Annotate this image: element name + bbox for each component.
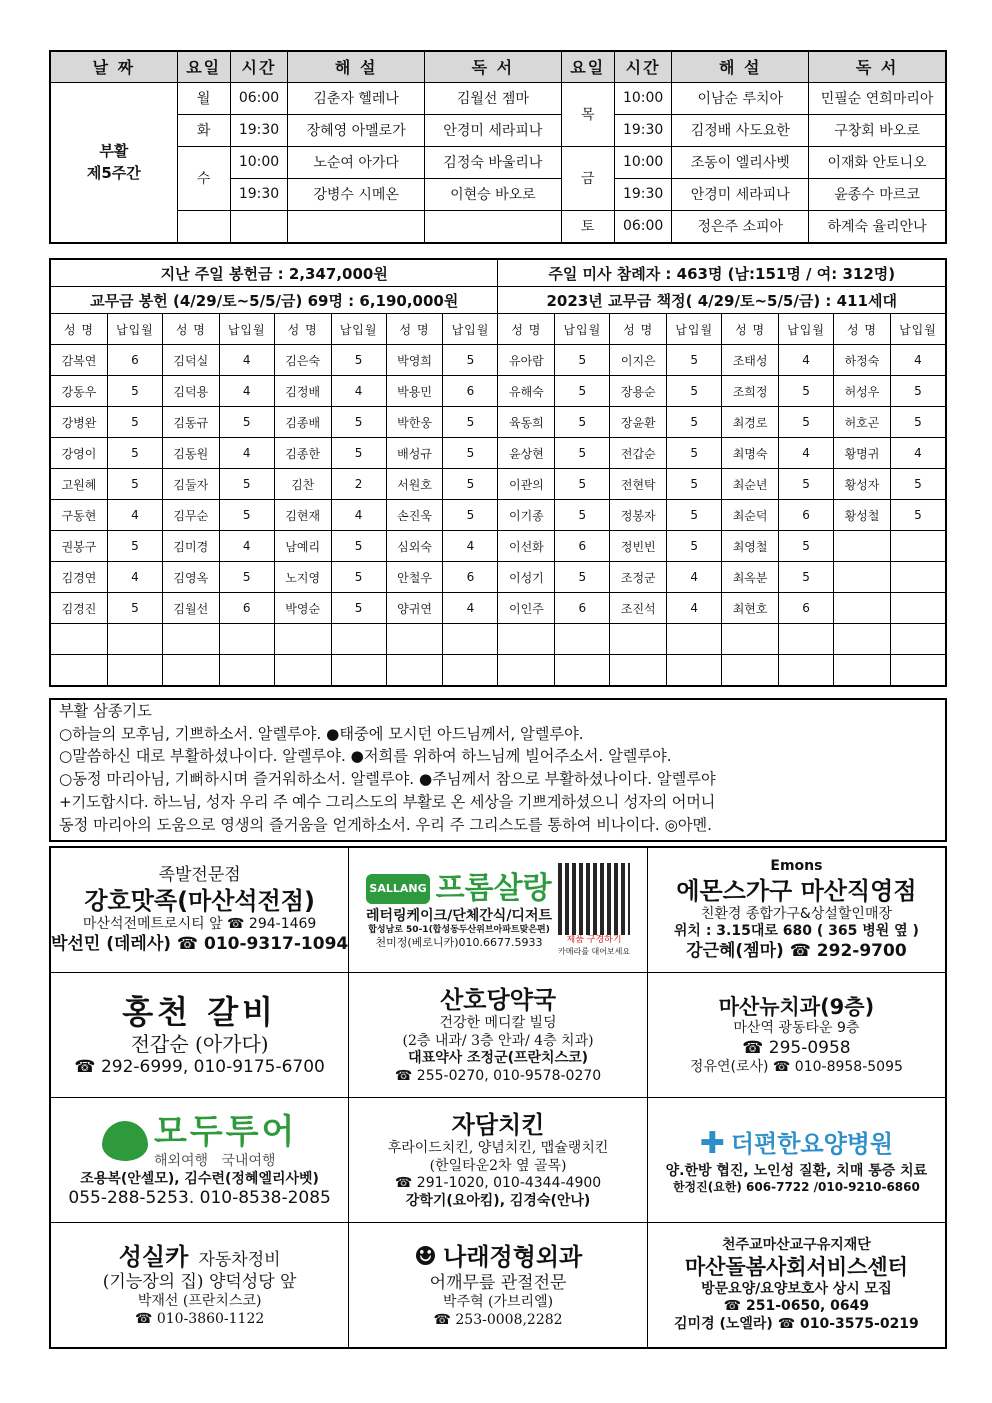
donor-name: 유해숙: [498, 376, 555, 407]
donor-name: 강동우: [50, 376, 107, 407]
empty-cell: [219, 624, 274, 655]
school-fund-offering: 교무금 봉헌 (4/29/토~5/5/금) 69명 : 6,190,000원: [50, 287, 498, 314]
donor-name: 노지영: [274, 562, 331, 593]
empty-cell: [331, 624, 386, 655]
donor-months-paid: 2: [331, 469, 386, 500]
donor-months-paid: 5: [555, 469, 610, 500]
donor-name: 이인주: [498, 593, 555, 624]
donor-row: [50, 438, 946, 469]
empty-cell: [890, 624, 946, 655]
empty-cell: [288, 210, 425, 243]
time-cell: 10:00: [230, 146, 288, 178]
empty-cell: [834, 624, 891, 655]
ad-fromsallang: SALLANG 프롬살랑 레터링케이크/단체간식/디저트 합성남로 50-1(합성동두산위브아파트맞은편) 천미정(베로니카)010.6677.5933 제품 구경하기 카메라를 대어보세요: [349, 847, 648, 973]
donor-months-paid: 5: [890, 376, 946, 407]
donor-months-paid: 5: [779, 469, 834, 500]
empty-cell: [610, 624, 667, 655]
donor-months-paid: 5: [107, 407, 162, 438]
reader-cell: 윤종수 마르코: [809, 178, 946, 210]
donor-row: [50, 376, 946, 407]
donor-name: 이지은: [610, 345, 667, 376]
day-cell: 토: [561, 210, 614, 243]
empty-cell: [177, 210, 230, 243]
donor-name: 김둘자: [162, 469, 219, 500]
ad-hongcheon-galbi: 홍천 갈비 전갑순 (아가다) ☎ 292-6999, 010-9175-6700: [50, 973, 349, 1098]
time-cell: 06:00: [230, 82, 288, 114]
donor-months-paid: 5: [219, 562, 274, 593]
reader-cell: 김정숙 바울리나: [425, 146, 562, 178]
donor-months-paid: 5: [443, 407, 498, 438]
donor-months-paid: 4: [219, 531, 274, 562]
donor-months-paid: 4: [107, 500, 162, 531]
donor-months-paid: 5: [107, 469, 162, 500]
donor-months-paid: 4: [779, 345, 834, 376]
donor-row: [50, 345, 946, 376]
donor-name: 이관의: [498, 469, 555, 500]
commentator-cell: 김춘자 헬레나: [288, 82, 425, 114]
donor-name: 조정군: [610, 562, 667, 593]
ad-jadam-chicken: 자담치킨 후라이드치킨, 양념치킨, 맵슐랭치킨 (한일타운2차 옆 골목) ☎ 291-1020, 010-4344-4900 강학기(요아킴), 김경숙(안나): [349, 1098, 648, 1223]
time-cell: 19:30: [614, 114, 672, 146]
donor-name: 박용민: [386, 376, 443, 407]
reader-cell: 구창회 바오로: [809, 114, 946, 146]
donor-name: 이기종: [498, 500, 555, 531]
medical-cross-icon: ✚: [699, 1126, 725, 1161]
empty-cell: [443, 624, 498, 655]
donor-months-paid: 6: [219, 593, 274, 624]
empty-cell: [274, 624, 331, 655]
time-cell: 19:30: [230, 178, 288, 210]
donor-months-paid: 5: [555, 500, 610, 531]
empty-cell: [107, 655, 162, 687]
donor-name: 유아람: [498, 345, 555, 376]
col-header-name: 성 명: [50, 314, 107, 345]
donor-name: 남예리: [274, 531, 331, 562]
donor-months-paid: 5: [667, 469, 722, 500]
header-day-2: 요일: [561, 51, 614, 82]
donor-name: 육동희: [498, 407, 555, 438]
ad-deopyeonhan-hospital: ✚ 더편한요양병원 양.한방 협진, 노인성 질환, 치매 통증 치료 한정진(요한) 606-7722 /010-9210-6860: [647, 1098, 946, 1223]
col-header-count: 납입월: [331, 314, 386, 345]
col-header-name: 성 명: [610, 314, 667, 345]
commentator-cell: 안경미 세라피나: [672, 178, 809, 210]
empty-cell: [834, 593, 891, 624]
donor-months-paid: 4: [667, 593, 722, 624]
empty-cell: [331, 655, 386, 687]
reader-cell: 김월선 젬마: [425, 82, 562, 114]
donor-months-paid: 5: [555, 407, 610, 438]
qr-code-icon: [558, 863, 630, 935]
day-cell: 금: [561, 146, 614, 210]
donor-months-paid: 5: [219, 407, 274, 438]
donor-months-paid: 6: [555, 593, 610, 624]
donor-months-paid: 5: [107, 376, 162, 407]
donor-name: 김정배: [274, 376, 331, 407]
regina-caeli-prayer: [49, 698, 947, 842]
donor-months-paid: 6: [443, 376, 498, 407]
col-header-name: 성 명: [162, 314, 219, 345]
donor-name: 전갑순: [610, 438, 667, 469]
donor-months-paid: 5: [667, 376, 722, 407]
donor-row: [50, 407, 946, 438]
donor-months-paid: 5: [331, 593, 386, 624]
donor-months-paid: 5: [667, 407, 722, 438]
donor-name: 정봉자: [610, 500, 667, 531]
last-week-offering: 지난 주일 봉헌금 : 2,347,000원: [50, 259, 498, 287]
donor-months-paid: 5: [779, 376, 834, 407]
donor-months-paid: 4: [107, 562, 162, 593]
donor-name: 허호곤: [834, 407, 891, 438]
donor-name: 정빈빈: [610, 531, 667, 562]
day-cell: 목: [561, 82, 614, 146]
donor-months-paid: 4: [779, 438, 834, 469]
advertisement-grid: [49, 846, 947, 1349]
empty-cell: [610, 655, 667, 687]
donor-name: 김월선: [162, 593, 219, 624]
donor-row: [50, 624, 946, 655]
header-date: 날 짜: [50, 51, 177, 82]
reader-cell: 이재화 안토니오: [809, 146, 946, 178]
reader-cell: 하계숙 율리안나: [809, 210, 946, 243]
donor-months-paid: 6: [779, 593, 834, 624]
mass-attendance: 주일 미사 참례자 : 463명 (남:151명 / 여: 312명): [498, 259, 946, 287]
schedule-row: [50, 146, 946, 178]
donor-name: 장윤환: [610, 407, 667, 438]
summary-row: [50, 287, 946, 314]
donor-months-paid: 6: [107, 345, 162, 376]
schedule-row: [50, 114, 946, 146]
header-time: 시간: [230, 51, 288, 82]
donation-column-header-row: [50, 314, 946, 345]
empty-cell: [555, 655, 610, 687]
time-cell: 19:30: [230, 114, 288, 146]
donor-months-paid: 4: [219, 376, 274, 407]
donation-table: [49, 258, 947, 687]
donor-months-paid: 5: [890, 407, 946, 438]
donor-name: 김찬: [274, 469, 331, 500]
donor-months-paid: 5: [890, 500, 946, 531]
donor-name: 김덕실: [162, 345, 219, 376]
donor-name: 이성기: [498, 562, 555, 593]
donor-months-paid: 5: [555, 345, 610, 376]
donor-months-paid: 5: [331, 438, 386, 469]
prayer-title: 부활 삼종기도: [59, 702, 152, 720]
empty-cell: [722, 655, 779, 687]
empty-cell: [555, 624, 610, 655]
donor-months-paid: 5: [890, 469, 946, 500]
donor-months-paid: 5: [443, 438, 498, 469]
donor-months-paid: 5: [107, 438, 162, 469]
donor-months-paid: 5: [779, 562, 834, 593]
donor-months-paid: 5: [555, 438, 610, 469]
donor-months-paid: 4: [890, 438, 946, 469]
empty-cell: [890, 531, 946, 562]
donor-name: 김동규: [162, 407, 219, 438]
header-reading: 독 서: [425, 51, 562, 82]
col-header-count: 납입월: [667, 314, 722, 345]
donor-name: 조태성: [722, 345, 779, 376]
col-header-name: 성 명: [722, 314, 779, 345]
donor-months-paid: 4: [331, 500, 386, 531]
empty-cell: [834, 531, 891, 562]
donor-name: 김종배: [274, 407, 331, 438]
ad-jokbal: 족발전문점 강호맛족(마산석전점) 마산석전메트로시티 앞 ☎ 294-1469 박선민 (데레사) ☎ 010-9317-1094: [50, 847, 349, 973]
day-cell: 수: [177, 146, 230, 210]
commentator-cell: 장혜영 아멜로가: [288, 114, 425, 146]
donor-name: 김종한: [274, 438, 331, 469]
donor-name: 김미경: [162, 531, 219, 562]
empty-cell: [779, 624, 834, 655]
col-header-count: 납입월: [219, 314, 274, 345]
donor-row: [50, 562, 946, 593]
donor-months-paid: 5: [219, 500, 274, 531]
time-cell: 19:30: [614, 178, 672, 210]
col-header-count: 납입월: [555, 314, 610, 345]
header-commentary-2: 해 설: [672, 51, 809, 82]
donor-months-paid: 5: [555, 562, 610, 593]
schedule-row: [50, 210, 946, 243]
empty-cell: [890, 562, 946, 593]
donor-name: 박한웅: [386, 407, 443, 438]
ad-masan-care-center: 천주교마산교구유지재단 마산돌봄사회서비스센터 방문요양/요양보호사 상시 모집 ☎ 251-0650, 0649 김미경 (노엘라) ☎ 010-3575-0219: [647, 1223, 946, 1349]
modetour-heart-icon: [102, 1121, 148, 1161]
donor-name: 윤상현: [498, 438, 555, 469]
school-fund-plan: 2023년 교무금 책정( 4/29/토~5/5/금) : 411세대: [498, 287, 946, 314]
donor-months-paid: 5: [107, 593, 162, 624]
empty-cell: [834, 655, 891, 687]
donor-months-paid: 5: [443, 345, 498, 376]
donor-months-paid: 6: [443, 562, 498, 593]
schedule-header-row: [50, 51, 946, 82]
donor-row: [50, 500, 946, 531]
col-header-count: 납입월: [443, 314, 498, 345]
empty-cell: [386, 624, 443, 655]
donor-name: 최명숙: [722, 438, 779, 469]
empty-cell: [50, 655, 107, 687]
empty-cell: [890, 593, 946, 624]
empty-cell: [274, 655, 331, 687]
time-cell: 10:00: [614, 82, 672, 114]
donor-name: 최순덕: [722, 500, 779, 531]
donor-months-paid: 5: [107, 531, 162, 562]
donor-name: 구동현: [50, 500, 107, 531]
prayer-line: 동정 마리아의 도움으로 영생의 즐거움을 얻게하소서. 우리 주 그리스도를 통하여 비나이다. ◎아멘.: [59, 815, 713, 834]
reader-cell: 안경미 세라피나: [425, 114, 562, 146]
donor-name: 전현탁: [610, 469, 667, 500]
day-cell: 화: [177, 114, 230, 146]
donor-months-paid: 4: [219, 438, 274, 469]
empty-cell: [230, 210, 288, 243]
empty-cell: [162, 624, 219, 655]
col-header-count: 납입월: [890, 314, 946, 345]
ad-masan-new-dental: 마산뉴치과(9층) 마산역 광동타운 9층 ☎ 295-0958 정유연(로사) ☎ 010-8958-5095: [647, 973, 946, 1098]
commentator-cell: 조동이 엘리사벳: [672, 146, 809, 178]
col-header-name: 성 명: [386, 314, 443, 345]
donor-months-paid: 5: [219, 469, 274, 500]
sallang-logo-icon: SALLANG: [366, 874, 429, 904]
donor-months-paid: 5: [667, 438, 722, 469]
header-day: 요일: [177, 51, 230, 82]
empty-cell: [667, 655, 722, 687]
donor-months-paid: 4: [667, 562, 722, 593]
empty-cell: [498, 624, 555, 655]
donor-months-paid: 5: [555, 376, 610, 407]
header-reading-2: 독 서: [809, 51, 946, 82]
empty-cell: [779, 655, 834, 687]
reader-cell: 이현승 바오로: [425, 178, 562, 210]
donor-name: 고원혜: [50, 469, 107, 500]
prayer-line: +기도합시다. 하느님, 성자 우리 주 예수 그리스도의 부활로 온 세상을 기쁘게하셨으니 성자의 어머니: [59, 792, 716, 811]
liturgy-schedule-table: [49, 50, 947, 244]
galbi-logo: 홍천 갈비: [122, 992, 278, 1031]
mascot-icon: ☻: [413, 1241, 438, 1272]
donor-months-paid: 5: [331, 407, 386, 438]
donor-months-paid: 4: [890, 345, 946, 376]
donor-name: 이선화: [498, 531, 555, 562]
donor-name: 양귀연: [386, 593, 443, 624]
donor-months-paid: 5: [667, 500, 722, 531]
donor-name: 하정숙: [834, 345, 891, 376]
donor-months-paid: 4: [443, 593, 498, 624]
donor-row: [50, 655, 946, 687]
donor-months-paid: 5: [667, 345, 722, 376]
donor-name: 김현재: [274, 500, 331, 531]
time-cell: 10:00: [614, 146, 672, 178]
empty-cell: [722, 624, 779, 655]
commentator-cell: 김정배 사도요한: [672, 114, 809, 146]
summary-row: [50, 259, 946, 287]
donor-months-paid: 6: [779, 500, 834, 531]
empty-cell: [890, 655, 946, 687]
donor-name: 황성철: [834, 500, 891, 531]
donor-months-paid: 5: [331, 562, 386, 593]
empty-cell: [443, 655, 498, 687]
donor-name: 최경로: [722, 407, 779, 438]
day-cell: 월: [177, 82, 230, 114]
donor-name: 박영순: [274, 593, 331, 624]
col-header-count: 납입월: [107, 314, 162, 345]
time-cell: 06:00: [614, 210, 672, 243]
empty-cell: [667, 624, 722, 655]
donor-name: 최현호: [722, 593, 779, 624]
donor-months-paid: 5: [331, 531, 386, 562]
donor-name: 강영이: [50, 438, 107, 469]
ad-seongsilka: 성실카 자동차정비 (기능장의 집) 양덕성당 앞 박재선 (프란치스코) ☎ 010-3860-1122: [50, 1223, 349, 1349]
donor-name: 김무순: [162, 500, 219, 531]
donor-months-paid: 5: [667, 531, 722, 562]
col-header-count: 납입월: [779, 314, 834, 345]
prayer-line: ○하늘의 모후님, 기쁘하소서. 알렐루야. ●태중에 모시던 아드님께서, 알렐루야.: [59, 724, 584, 743]
donor-row: [50, 593, 946, 624]
donor-name: 김경진: [50, 593, 107, 624]
donor-name: 최영철: [722, 531, 779, 562]
empty-cell: [162, 655, 219, 687]
empty-cell: [834, 562, 891, 593]
donor-name: 허성우: [834, 376, 891, 407]
week-label: 부활 제5주간: [50, 82, 177, 243]
empty-cell: [50, 624, 107, 655]
col-header-name: 성 명: [274, 314, 331, 345]
donor-name: 배성규: [386, 438, 443, 469]
empty-cell: [386, 655, 443, 687]
ad-modetour: 모두투어 해외여행 국내여행 조용복(안셀모), 김수련(정혜엘리사벳) 055-288-5253. 010-8538-2085: [50, 1098, 349, 1223]
donor-name: 심외숙: [386, 531, 443, 562]
donor-months-paid: 4: [331, 376, 386, 407]
donor-name: 황성자: [834, 469, 891, 500]
donor-name: 안철우: [386, 562, 443, 593]
ad-narae-orthopedics: ☻ 나래정형외과 어깨무릎 관절전문 박주혁 (가브리엘) ☎ 253-0008,2282: [349, 1223, 648, 1349]
donor-months-paid: 5: [443, 500, 498, 531]
donor-months-paid: 6: [555, 531, 610, 562]
empty-cell: [425, 210, 562, 243]
donor-months-paid: 4: [219, 345, 274, 376]
donor-name: 최옥분: [722, 562, 779, 593]
commentator-cell: 노순여 아가다: [288, 146, 425, 178]
col-header-name: 성 명: [498, 314, 555, 345]
donor-months-paid: 5: [779, 531, 834, 562]
donor-name: 손진욱: [386, 500, 443, 531]
ad-sanhodang-pharmacy: 산호당약국 건강한 메디칼 빌딩 (2층 내과/ 3층 안과/ 4층 치과) 대표약사 조정군(프란치스코) ☎ 255-0270, 010-9578-0270: [349, 973, 648, 1098]
header-commentary: 해 설: [288, 51, 425, 82]
ad-emons: Emons 에몬스가구 마산직영점 친환경 종합가구&상설할인매장 위치 : 3.15대로 680 ( 365 병원 옆 ) 강근혜(젬마) ☎ 292-9700: [647, 847, 946, 973]
donor-name: 황명귀: [834, 438, 891, 469]
prayer-line: ○동정 마리아님, 기뻐하시며 즐거워하소서. 알렐루야. ●주님께서 참으로 부활하셨나이다. 알렐루야: [59, 770, 716, 789]
donor-months-paid: 5: [443, 469, 498, 500]
donor-months-paid: 4: [443, 531, 498, 562]
donor-months-paid: 5: [779, 407, 834, 438]
donor-name: 김영옥: [162, 562, 219, 593]
donor-name: 권봉구: [50, 531, 107, 562]
donor-name: 김덕용: [162, 376, 219, 407]
donor-name: 김경연: [50, 562, 107, 593]
header-time-2: 시간: [614, 51, 672, 82]
donor-name: 김은숙: [274, 345, 331, 376]
empty-cell: [498, 655, 555, 687]
donor-name: 조진석: [610, 593, 667, 624]
donor-name: 강병완: [50, 407, 107, 438]
donor-name: 장용순: [610, 376, 667, 407]
reader-cell: 민필순 연희마리아: [809, 82, 946, 114]
prayer-line: ○말씀하신 대로 부활하셨나이다. 알렐루야. ●저희를 위하여 하느님께 빌어주소서. 알렐루야.: [59, 747, 672, 766]
donor-name: 박영희: [386, 345, 443, 376]
commentator-cell: 강병수 시메온: [288, 178, 425, 210]
empty-cell: [219, 655, 274, 687]
schedule-row: [50, 82, 946, 114]
donor-name: 감복연: [50, 345, 107, 376]
commentator-cell: 정은주 소피아: [672, 210, 809, 243]
donor-name: 최순년: [722, 469, 779, 500]
commentator-cell: 이남순 루치아: [672, 82, 809, 114]
empty-cell: [107, 624, 162, 655]
donor-months-paid: 5: [331, 345, 386, 376]
donor-row: [50, 469, 946, 500]
donor-name: 서원호: [386, 469, 443, 500]
col-header-name: 성 명: [834, 314, 891, 345]
donor-name: 김동원: [162, 438, 219, 469]
donor-row: [50, 531, 946, 562]
donor-name: 조희정: [722, 376, 779, 407]
